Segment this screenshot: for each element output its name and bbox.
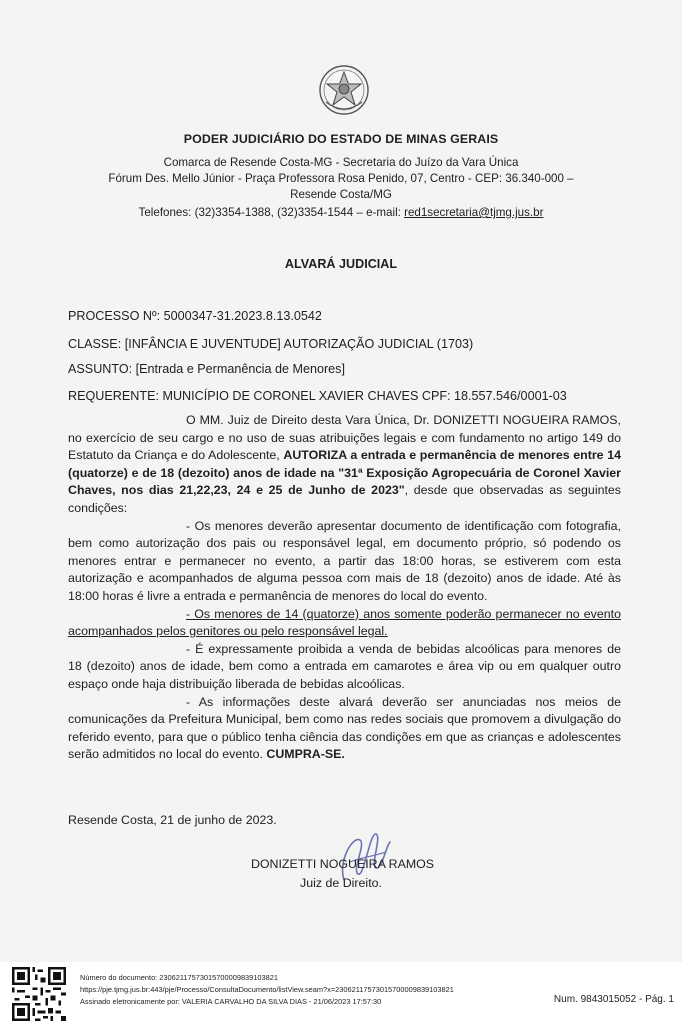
requerente-line: REQUERENTE: MUNICÍPIO DE CORONEL XAVIER CHAVES CPF: 18.557.546/0001-03: [68, 389, 567, 403]
paragraph-authorization: [68, 412, 621, 518]
header-line-2: Fórum Des. Mello Júnior - Praça Professora Rosa Penido, 07, Centro - CEP: 36.340-000 –: [108, 172, 574, 185]
processo-line: [68, 309, 322, 323]
authorization-bold-text: AUTORIZA a entrada e permanência de menores entre 14 (quatorze) e de 18 (dezoito) anos de idade na "31ª Exposição Agropecuária de Coronel Xavier Chaves, nos dias 21,22,23, 24 e 25 de Junho de 2023": [68, 448, 621, 498]
qr-code-icon: [12, 967, 66, 1021]
cumpra-se-text: CUMPRA-SE.: [266, 747, 345, 762]
footer-url[interactable]: https://pje.tjmg.jus.br:443/pje/Processo/ConsultaDocumento/listView.seam?x=23062117573015700009839103821: [80, 985, 454, 994]
paragraph-condition-1: - Os menores deverão apresentar documento de identificação com fotografia, bem como autorização dos pais ou responsável legal, em documento próprio, só podendo os menores entrar e permanecer no evento, a partir das 18:00 horas, se estiverem com esta autorização e acompanhados de alguma pessoa com mais de 18 (dezoito) anos de idade. Até às 18:00 horas é livre a entrada e permanência de menores do local do evento.: [68, 518, 621, 603]
processo-label: PROCESSO Nº:: [68, 309, 164, 323]
footer: [0, 962, 682, 1024]
signer-name: DONIZETTI NOGUEIRA RAMOS: [250, 857, 435, 871]
paragraph-text: - As informações deste alvará deverão ser anunciadas nos meios de comunicações da Prefeitura Municipal, bem como nas redes sociais que promovem a divulgação do referido evento, para que o público tenha ciência das condições em que as crianças e adolescentes serão admitidos no local do evento.: [68, 694, 621, 762]
paragraph-text: O MM. Juiz de Direito desta Vara Única, Dr. DONIZETTI NOGUEIRA RAMOS, no exercício de seu cargo e no uso de suas atribuições legais e com fundamento no artigo 149 do Estatuto da Criança e do Adolescente,: [68, 413, 621, 463]
header-line-1: Comarca de Resende Costa-MG - Secretaria do Juízo da Vara Única: [163, 156, 519, 169]
footer-signed-by: Assinado eletronicamente por: VALERIA CARVALHO DA SILVA DIAS - 21/06/2023 17:57:30: [80, 997, 382, 1006]
document-title: ALVARÁ JUDICIAL: [284, 257, 398, 271]
institution-title: PODER JUDICIÁRIO DO ESTADO DE MINAS GERAIS: [183, 132, 499, 146]
assunto-line: ASSUNTO: [Entrada e Permanência de Menores]: [68, 362, 345, 376]
paragraph-condition-2: [68, 606, 621, 641]
signature-date: Resende Costa, 21 de junho de 2023.: [68, 813, 277, 827]
header-line-3: Resende Costa/MG: [290, 188, 392, 201]
processo-number: 5000347-31.2023.8.13.0542: [163, 309, 322, 323]
page-number: Num. 9843015052 - Pág. 1: [553, 994, 674, 1005]
paragraph-condition-4: [68, 694, 621, 764]
document-body: [68, 412, 621, 764]
header-contacts: [0, 206, 682, 219]
phones-text: Telefones: (32)3354-1388, (32)3354-1544 – e-mail:: [138, 206, 405, 219]
underlined-condition: - Os menores de 14 (quatorze) anos somente poderão permanecer no evento acompanhados pelos genitores ou pelo responsável legal.: [68, 606, 621, 639]
email-link[interactable]: red1secretaria@tjmg.jus.br: [404, 206, 544, 219]
paragraph-condition-3: - É expressamente proibida a venda de bebidas alcoólicas para menores de 18 (dezoito) anos de idade, bem como a entrada em camarotes e área vip ou em qualquer outro espaço onde haja distribuição liberada de bebidas alcoólicas.: [68, 641, 621, 691]
footer-doc-number: Número do documento: 23062117573015700009839103821: [80, 973, 278, 982]
classe-line: CLASSE: [INFÂNCIA E JUVENTUDE] AUTORIZAÇÃO JUDICIAL (1703): [68, 337, 474, 351]
signer-role: Juiz de Direito.: [300, 876, 382, 890]
paragraph-text: , desde que observadas as seguintes condições:: [68, 483, 621, 515]
coat-of-arms-icon: [318, 64, 370, 116]
